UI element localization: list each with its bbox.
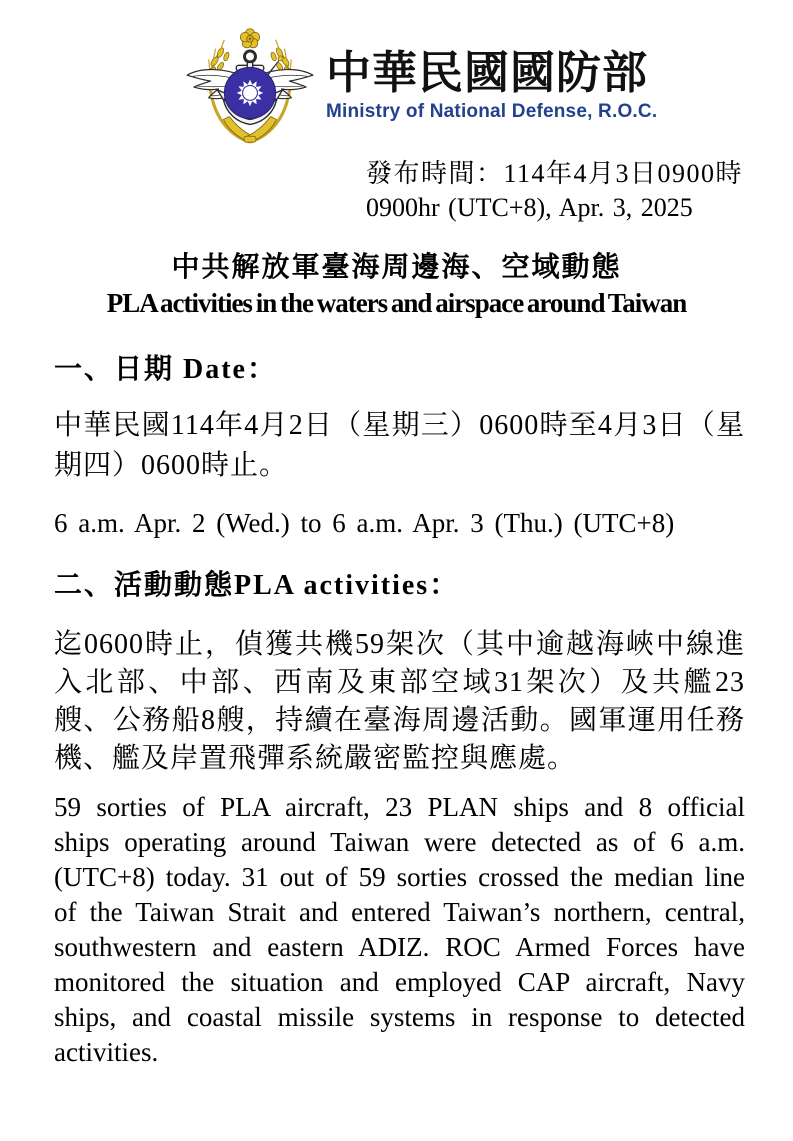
section-heading-date: 一、日期 Date： — [54, 354, 277, 385]
document-title-en: PLA activities in the waters and airspace around Taiwan — [106, 288, 687, 318]
document-title-block — [0, 250, 793, 320]
plum-blossom-icon — [240, 29, 259, 48]
activities-paragraph-zh: 迄0600時止，偵獲共機59架次（其中逾越海峽中線進入北部、中部、西南及東部空域31架次）及共艦23艘、公務船8艘，持續在臺海周邊活動。國軍運用任務機、艦及岸置飛彈系統嚴密監控與應處。 — [54, 629, 745, 774]
release-time-block — [366, 158, 793, 224]
sun-disc-icon — [224, 67, 275, 118]
release-time-en: 0900hr (UTC+8), Apr. 3, 2025 — [366, 193, 693, 222]
org-title-block — [326, 26, 657, 150]
document-body — [54, 352, 745, 1070]
document-page — [0, 26, 793, 1141]
activities-paragraph-en: 59 sorties of PLA aircraft, 23 PLAN ships and 8 official ships operating around Taiwan were detected as of 6 a.m. (UTC+8) today. 31 out of 59 sorties crossed the median line of the Taiwan Strait and entered Taiwan’s northern, central, southwestern and eastern ADIZ. ROC Armed Forces have monitored the situation and employed CAP aircraft, Navy ships, and coastal missile systems in response to detected activities. — [54, 792, 745, 1067]
document-title-zh: 中共解放軍臺海周邊海、空域動態 — [171, 252, 622, 283]
mnd-emblem-logo — [180, 26, 320, 150]
header — [180, 26, 793, 150]
org-name-en: Ministry of National Defense, R.O.C. — [326, 101, 658, 123]
org-name-zh: 中華民國國防部 — [326, 48, 649, 98]
section-heading-activities: 二、活動動態PLA activities： — [54, 570, 460, 601]
date-paragraph-en: 6 a.m. Apr. 2 (Wed.) to 6 a.m. Apr. 3 (Thu.) (UTC+8) — [54, 508, 675, 538]
release-time-zh: 發布時間：114年4月3日0900時 — [366, 159, 744, 188]
date-paragraph-zh: 中華民國114年4月2日（星期三）0600時至4月3日（星期四）0600時止。 — [54, 410, 745, 481]
